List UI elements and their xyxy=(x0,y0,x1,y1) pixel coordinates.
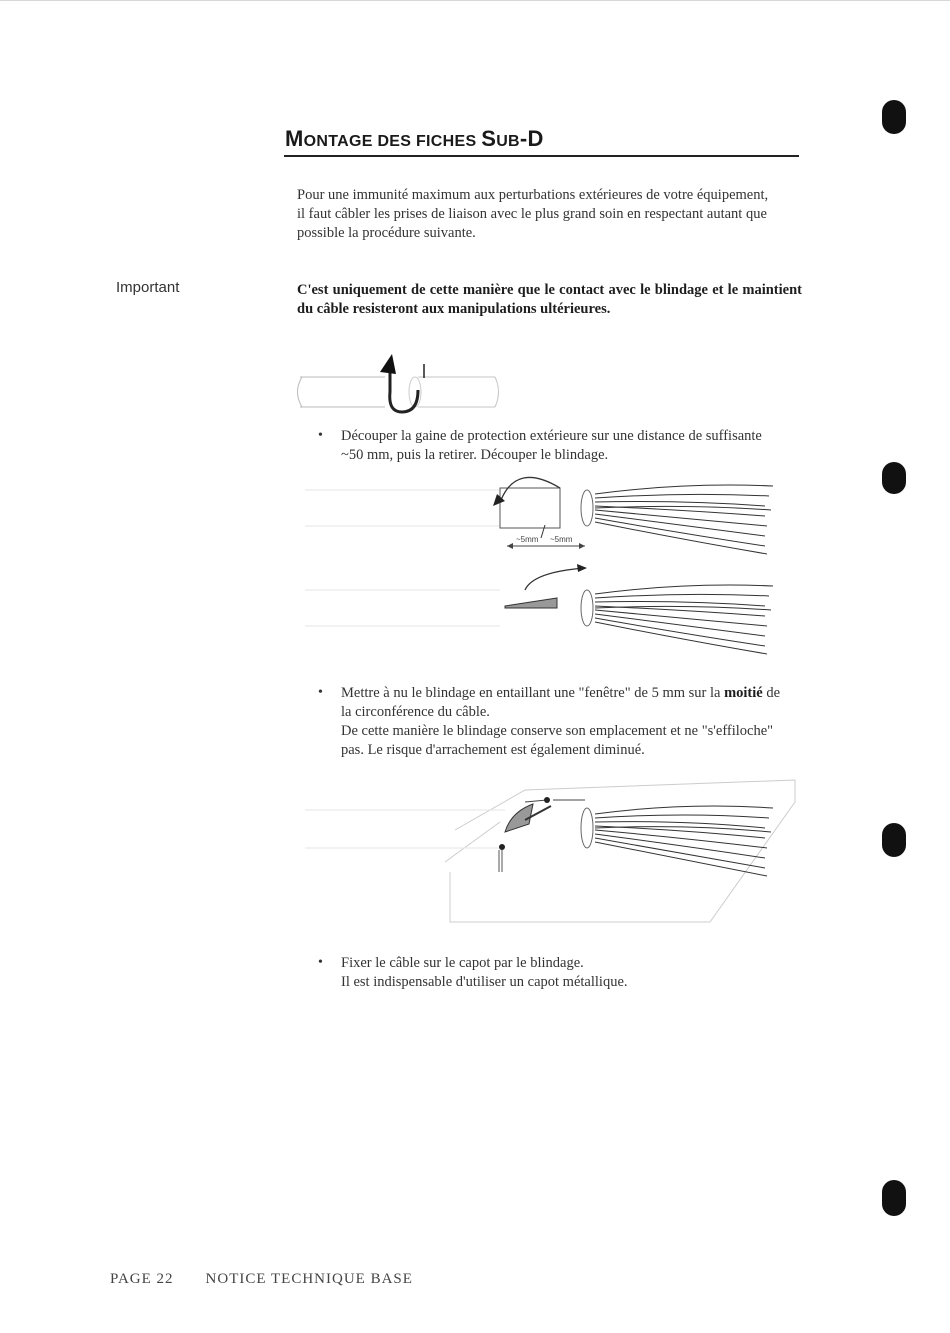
binder-hole-1 xyxy=(882,100,906,134)
emphasis-moitie: moitié xyxy=(724,685,763,701)
title-underline xyxy=(284,155,799,157)
dim-label-left: ~5mm xyxy=(516,535,539,544)
bullet-2: • xyxy=(318,685,323,700)
scan-top-edge xyxy=(0,0,950,1)
dim-label-right: ~5mm xyxy=(550,535,573,544)
intro-paragraph: Pour une immunité maximum aux perturbations extérieures de votre équipement, il faut câbler les prises de liaison avec le plus grand soin en respectant autant que possible la procédure suivante. xyxy=(297,187,769,241)
step-1-text: Découper la gaine de protection extérieure sur une distance de suffisante ~50 mm, puis la retirer. Découper le blindage. xyxy=(341,428,762,463)
binder-hole-4 xyxy=(882,1180,906,1216)
figure-cable-fixing xyxy=(295,772,805,932)
step-3-text: Fixer le câble sur le capot par le blindage. Il est indispensable d'utiliser un capot métallique. xyxy=(341,955,628,990)
step-2-text: Mettre à nu le blindage en entaillant une "fenêtre" de 5 mm sur la moitié de la circonférence du câble. De cette manière le blindage conserve son emplacement et ne "s'effiloche" pas. Le risque d'arrachement est également diminué. xyxy=(341,685,781,758)
bullet-1: • xyxy=(318,428,323,443)
important-text: C'est uniquement de cette manière que le contact avec le blindage et le maintient du câble resisteront aux manipulations ultérieures. xyxy=(297,282,802,317)
page-number: PAGE 22 xyxy=(110,1271,174,1287)
bullet-3: • xyxy=(318,955,323,970)
page-footer xyxy=(110,1271,413,1288)
binder-hole-3 xyxy=(882,823,906,857)
document-name: NOTICE TECHNIQUE BASE xyxy=(205,1271,413,1287)
section-title: MONTAGE DES FICHES SUB-D xyxy=(285,126,544,151)
binder-hole-2 xyxy=(882,462,906,494)
figure-shield-cut xyxy=(295,470,785,665)
figure-cable-strip xyxy=(290,350,510,425)
important-label: Important xyxy=(116,279,180,296)
